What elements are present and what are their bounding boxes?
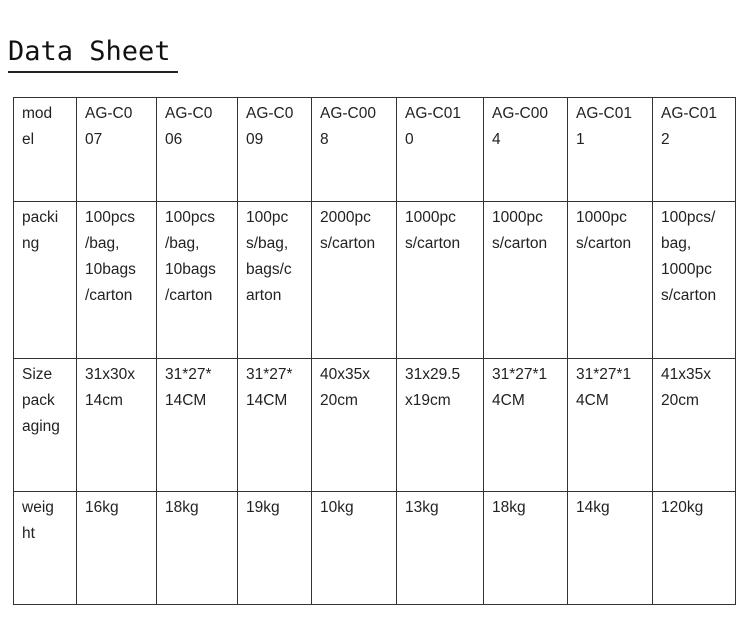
cell-line: 10bags [165,261,216,278]
cell-line: 4CM [492,392,525,409]
cell-line: 0 [405,131,414,148]
cell-line: 31*27*1 [492,366,548,383]
cell-line: 100pcs [85,209,135,226]
cell-line: /bag, [165,235,200,252]
table-cell [157,202,238,359]
table-cell [568,359,653,492]
cell-line: 1000pc [492,209,543,226]
table-cell [77,359,157,492]
table-cell [157,359,238,492]
cell-line: x19cm [405,392,451,409]
table-cell [312,359,397,492]
cell-line: 16kg [85,499,119,516]
table-cell [77,492,157,605]
cell-line: AG-C01 [405,105,461,122]
cell-line: /bag, [85,235,120,252]
row-header-line: el [22,131,35,148]
cell-line: AG-C0 [246,105,294,122]
cell-line: 4 [492,131,501,148]
row-header-line: packi [22,209,59,226]
cell-line: 10kg [320,499,354,516]
cell-line: 31*27* [246,366,293,383]
table-cell [397,492,484,605]
cell-line: AG-C01 [661,105,717,122]
cell-line: AG-C01 [576,105,632,122]
table-cell [568,492,653,605]
cell-line: 120kg [661,499,704,516]
table-cell [484,98,568,202]
cell-line: /carton [165,287,213,304]
cell-line: 1000pc [405,209,456,226]
cell-line: bag, [661,235,692,252]
table-cell [484,492,568,605]
table-cell [397,359,484,492]
row-header-packing [14,202,77,359]
table-cell [397,202,484,359]
cell-line: 41x35x [661,366,711,383]
cell-line: 09 [246,131,264,148]
cell-line: 19kg [246,499,280,516]
row-header-weight [14,492,77,605]
cell-line: 31x30x [85,366,135,383]
cell-line: 31x29.5 [405,366,461,383]
table-cell [312,492,397,605]
cell-line: 20cm [320,392,358,409]
cell-line: 10bags [85,261,136,278]
cell-line: 14CM [246,392,288,409]
cell-line: 1000pc [576,209,627,226]
row-header-line: ht [22,525,35,542]
table-cell [653,98,736,202]
table-cell [238,202,312,359]
cell-line: 4CM [576,392,609,409]
data-sheet-table [13,97,736,605]
row-header-model [14,98,77,202]
table-cell [653,202,736,359]
table-cell [238,98,312,202]
table-cell [77,98,157,202]
table-cell [157,492,238,605]
cell-line: AG-C00 [320,105,376,122]
cell-line: s/bag, [246,235,289,252]
table-cell [238,359,312,492]
table-cell [157,98,238,202]
cell-line: 1000pc [661,261,712,278]
cell-line: arton [246,287,282,304]
table-cell [568,202,653,359]
cell-line: 100pcs [165,209,215,226]
cell-line: 31*27*1 [576,366,632,383]
row-header-line: Size [22,366,53,383]
row-header-line: aging [22,418,60,435]
cell-line: 18kg [165,499,199,516]
cell-line: bags/c [246,261,292,278]
row-header-line: mod [22,105,53,122]
cell-line: 18kg [492,499,526,516]
cell-line: s/carton [405,235,461,252]
cell-line: 31*27* [165,366,212,383]
cell-line: 8 [320,131,329,148]
table-cell [568,98,653,202]
cell-line: s/carton [576,235,632,252]
cell-line: s/carton [492,235,548,252]
cell-line: 13kg [405,499,439,516]
table-row-model [14,98,736,202]
table-cell [77,202,157,359]
table-cell [653,492,736,605]
table-cell [484,202,568,359]
cell-line: 100pcs/ [661,209,716,226]
title-underline [8,71,178,73]
cell-line: 06 [165,131,183,148]
table-row-packing [14,202,736,359]
cell-line: 14kg [576,499,610,516]
cell-line: 2000pc [320,209,371,226]
table-row-size-packaging [14,359,736,492]
row-header-line: ng [22,235,40,252]
page-title: Data Sheet [8,36,171,67]
cell-line: AG-C0 [165,105,213,122]
row-header-line: weig [22,499,54,516]
cell-line: /carton [85,287,133,304]
cell-line: AG-C00 [492,105,548,122]
cell-line: 100pc [246,209,289,226]
table-row-weight [14,492,736,605]
cell-line: 14cm [85,392,123,409]
cell-line: 14CM [165,392,207,409]
cell-line: s/carton [320,235,376,252]
cell-line: AG-C0 [85,105,133,122]
table-cell [397,98,484,202]
row-header-size-packaging [14,359,77,492]
table-cell [653,359,736,492]
cell-line: 07 [85,131,103,148]
table-cell [484,359,568,492]
cell-line: 20cm [661,392,699,409]
table-cell [312,202,397,359]
row-header-line: pack [22,392,55,409]
table-cell [312,98,397,202]
cell-line: s/carton [661,287,717,304]
data-sheet-body [14,98,736,605]
cell-line: 40x35x [320,366,370,383]
table-cell [238,492,312,605]
cell-line: 1 [576,131,585,148]
cell-line: 2 [661,131,670,148]
